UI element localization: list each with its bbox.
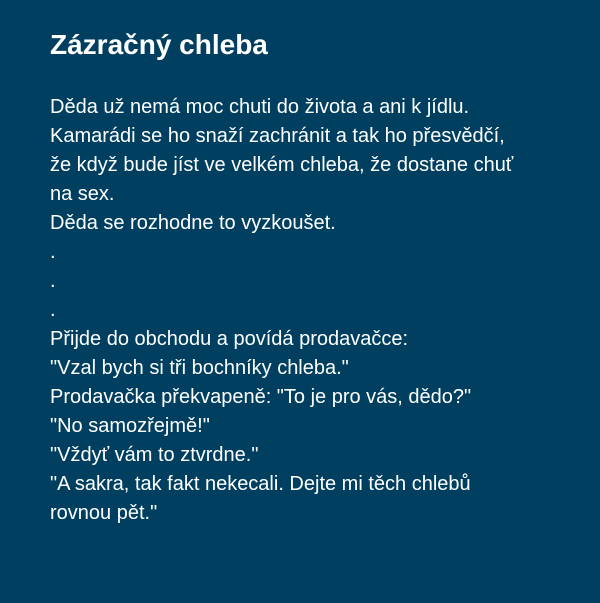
joke-line: Děda už nemá moc chuti do života a ani k jídlu. [50,96,470,118]
joke-line: . [50,241,56,263]
joke-line: "No samozřejmě!" [50,415,210,437]
joke-line: . [50,299,56,321]
joke-line: Děda se rozhodne to vyzkoušet. [50,212,336,234]
joke-title: Zázračný chleba [50,29,268,60]
joke-line: na sex. [50,183,115,205]
joke-line: Přijde do obchodu a povídá prodavačce: [50,328,409,350]
joke-line: . [50,270,56,292]
joke-line: že když bude jíst ve velkém chleba, že dostane chuť [50,154,514,176]
joke-line: rovnou pět." [50,502,158,524]
joke-line: "Vždyť vám to ztvrdne." [50,444,259,466]
joke-line: "A sakra, tak fakt nekecali. Dejte mi těch chlebů [50,473,471,495]
joke-line: Kamarádi se ho snaží zachránit a tak ho přesvědčí, [50,125,505,147]
joke-line: Prodavačka překvapeně: "To je pro vás, dědo?" [50,386,472,408]
joke-line: "Vzal bych si tři bochníky chleba." [50,357,349,379]
joke-body [50,93,550,528]
